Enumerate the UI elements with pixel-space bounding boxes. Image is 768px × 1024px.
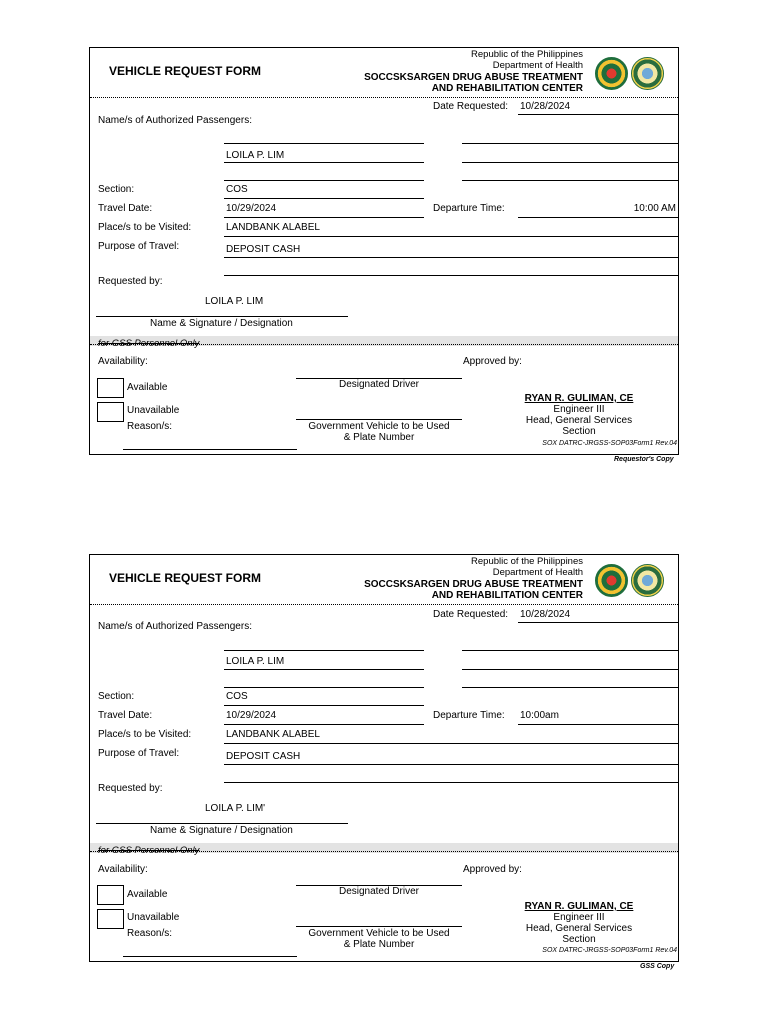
designated-driver-label: Designated Driver	[338, 886, 420, 897]
available-label: Available	[127, 382, 168, 393]
form-title: VEHICLE REQUEST FORM	[109, 571, 262, 585]
passengers-label: Name/s of Authorized Passengers:	[98, 115, 252, 126]
requester-caption: Name & Signature / Designation	[150, 318, 293, 329]
passenger-name[interactable]: LOILA P. LIM	[226, 150, 285, 161]
unavailable-label: Unavailable	[127, 405, 180, 416]
copy-label-requestor: Requestor's Copy	[614, 456, 674, 463]
available-checkbox[interactable]	[97, 885, 124, 905]
gov-vehicle-label-2: & Plate Number	[343, 939, 415, 950]
approver-name: RYAN R. GULIMAN, CE	[524, 901, 634, 912]
departure-time-label: Departure Time:	[433, 710, 505, 721]
header-center-line2: AND REHABILITATION CENTER	[431, 590, 583, 601]
approved-by-label: Approved by:	[463, 356, 522, 367]
header-divider	[90, 97, 678, 98]
approver-title-1: Engineer III	[553, 912, 605, 923]
unavailable-checkbox[interactable]	[97, 909, 124, 929]
gss-divider	[90, 344, 678, 345]
passenger-name[interactable]: LOILA P. LIM	[226, 656, 285, 667]
date-requested-label: Date Requested:	[433, 609, 509, 620]
vehicle-field[interactable]	[296, 419, 462, 420]
vehicle-request-form-requestor-copy	[89, 47, 679, 455]
available-checkbox[interactable]	[97, 378, 124, 398]
approver-name: RYAN R. GULIMAN, CE	[524, 393, 634, 404]
reasons-label: Reason/s:	[127, 928, 173, 939]
reasons-field[interactable]	[123, 449, 297, 450]
doh-seal-icon	[595, 57, 628, 90]
form-code: SOX DATRC-JRGSS-SOP03Form1 Rev.04	[542, 947, 677, 954]
available-label: Available	[127, 889, 168, 900]
date-requested-value[interactable]: 10/28/2024	[520, 609, 571, 620]
place-value[interactable]: LANDBANK ALABEL	[226, 729, 320, 740]
reasons-field[interactable]	[123, 956, 297, 957]
gss-divider	[90, 851, 678, 852]
place-value[interactable]: LANDBANK ALABEL	[226, 222, 320, 233]
datrc-seal-icon	[631, 564, 664, 597]
gov-vehicle-label-1: Government Vehicle to be Used	[308, 421, 450, 432]
header-republic: Republic of the Philippines	[471, 556, 583, 567]
approver-title-3: Section	[562, 426, 596, 437]
header-republic: Republic of the Philippines	[471, 49, 583, 60]
availability-label: Availability:	[98, 356, 148, 367]
form-title: VEHICLE REQUEST FORM	[109, 64, 262, 78]
section-label: Section:	[98, 691, 135, 702]
date-requested-value[interactable]: 10/28/2024	[520, 101, 571, 112]
header-center-line1: SOCCSKSARGEN DRUG ABUSE TREATMENT	[364, 72, 583, 83]
datrc-seal-icon	[631, 57, 664, 90]
unavailable-checkbox[interactable]	[97, 402, 124, 422]
gss-personnel-only-label: for GSS Personnel Only	[98, 338, 200, 349]
passengers-label: Name/s of Authorized Passengers:	[98, 621, 252, 632]
header-department: Department of Health	[492, 567, 583, 578]
gov-vehicle-label-2: & Plate Number	[343, 432, 415, 443]
designated-driver-label: Designated Driver	[338, 379, 420, 390]
travel-date-label: Travel Date:	[98, 203, 153, 214]
vehicle-field[interactable]	[296, 926, 462, 927]
approver-title-2: Head, General Services	[525, 923, 633, 934]
availability-label: Availability:	[98, 864, 148, 875]
purpose-value[interactable]: DEPOSIT CASH	[226, 751, 301, 762]
requester-name[interactable]: LOILA P. LIM	[205, 296, 264, 307]
departure-time-value[interactable]: 10:00am	[520, 710, 559, 721]
travel-date-value[interactable]: 10/29/2024	[226, 710, 277, 721]
requester-caption: Name & Signature / Designation	[150, 825, 293, 836]
approver-title-1: Engineer III	[553, 404, 605, 415]
header-center-line1: SOCCSKSARGEN DRUG ABUSE TREATMENT	[364, 579, 583, 590]
place-label: Place/s to be Visited:	[98, 222, 192, 233]
approved-by-label: Approved by:	[463, 864, 522, 875]
header-department: Department of Health	[492, 60, 583, 71]
doh-seal-icon	[595, 564, 628, 597]
vehicle-request-form-gss-copy	[89, 554, 679, 962]
departure-time-label: Departure Time:	[433, 203, 505, 214]
requested-by-label: Requested by:	[98, 276, 163, 287]
unavailable-label: Unavailable	[127, 912, 180, 923]
approver-title-3: Section	[562, 934, 596, 945]
section-value[interactable]: COS	[226, 184, 248, 195]
header-center-line2: AND REHABILITATION CENTER	[431, 83, 583, 94]
travel-date-label: Travel Date:	[98, 710, 153, 721]
requested-by-label: Requested by:	[98, 783, 163, 794]
requester-name[interactable]: LOILA P. LIM'	[205, 803, 266, 814]
copy-label-gss: GSS Copy	[640, 963, 675, 970]
gss-personnel-only-label: for GSS Personnel Only	[98, 845, 200, 856]
section-value[interactable]: COS	[226, 691, 248, 702]
form-code: SOX DATRC-JRGSS-SOP03Form1 Rev.04	[542, 440, 677, 447]
reasons-label: Reason/s:	[127, 421, 173, 432]
purpose-label: Purpose of Travel:	[98, 241, 180, 252]
purpose-value[interactable]: DEPOSIT CASH	[226, 244, 301, 255]
header-divider	[90, 604, 678, 605]
section-label: Section:	[98, 184, 135, 195]
place-label: Place/s to be Visited:	[98, 729, 192, 740]
purpose-label: Purpose of Travel:	[98, 748, 180, 759]
gov-vehicle-label-1: Government Vehicle to be Used	[308, 928, 450, 939]
date-requested-label: Date Requested:	[433, 101, 509, 112]
travel-date-value[interactable]: 10/29/2024	[226, 203, 277, 214]
departure-time-value[interactable]: 10:00 AM	[633, 203, 676, 214]
approver-title-2: Head, General Services	[525, 415, 633, 426]
